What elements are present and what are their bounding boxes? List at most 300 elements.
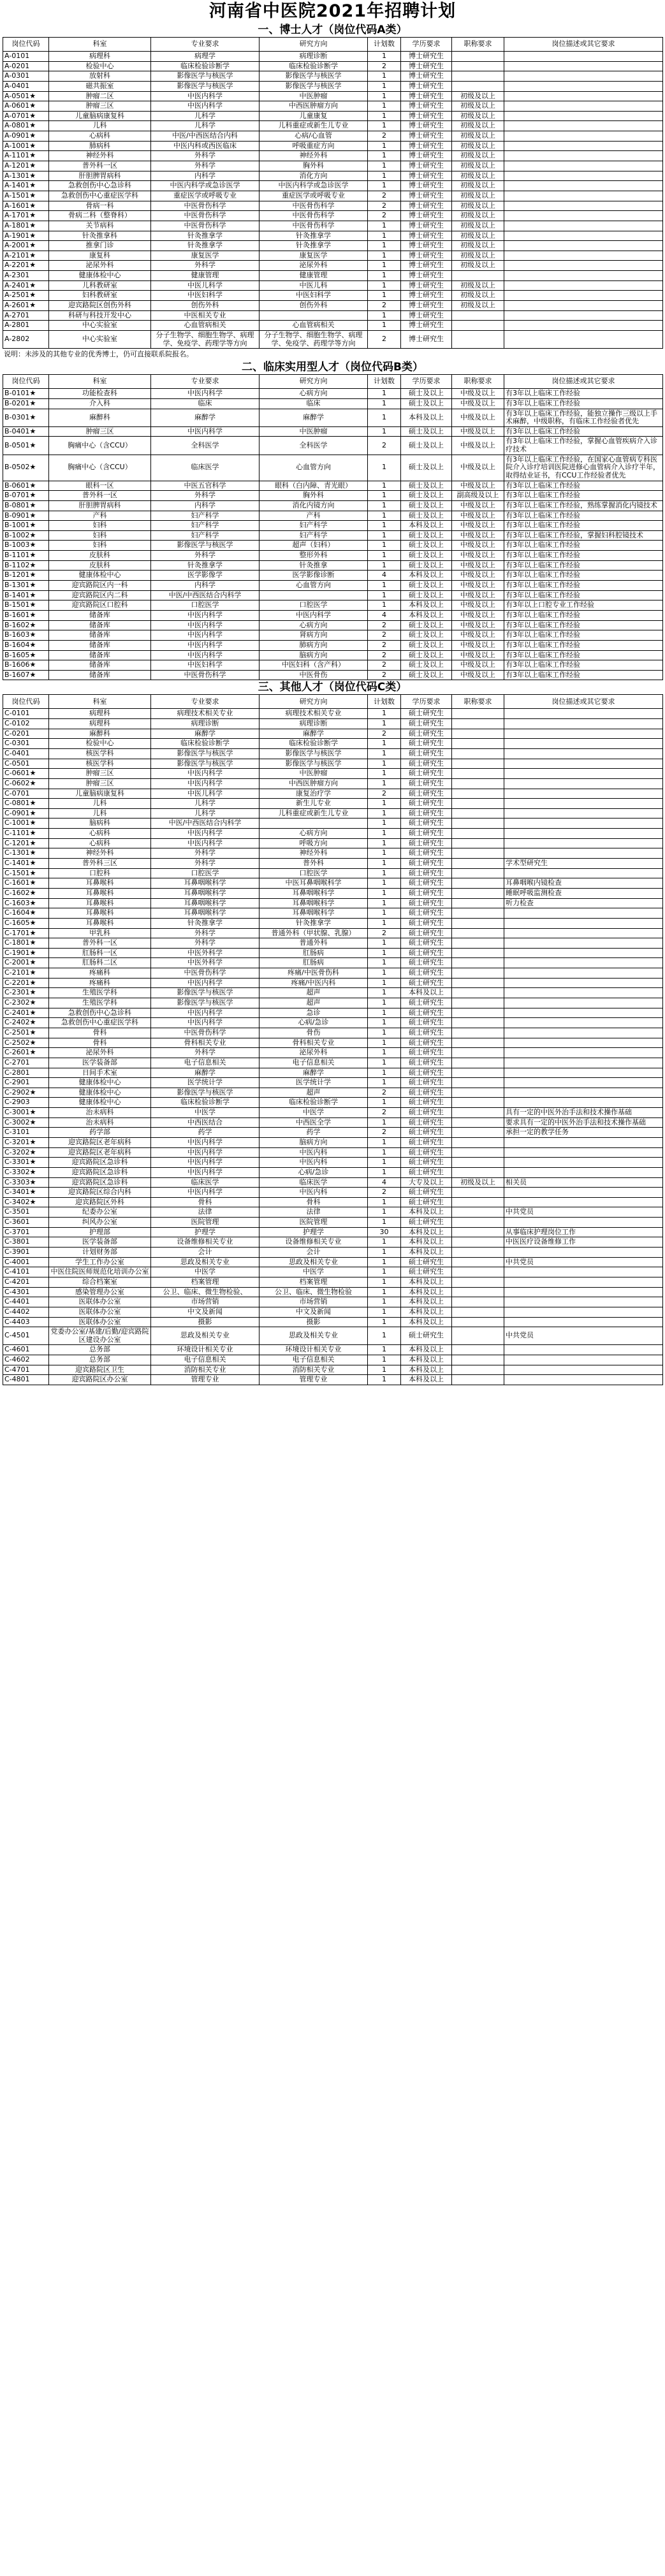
table-cell: C-4602: [3, 1355, 49, 1365]
table-cell: 眼科（白内障、青光眼）: [259, 481, 368, 491]
table-cell: A-2601★: [3, 301, 49, 311]
table-cell: 承担一定的教学任务: [504, 1128, 663, 1138]
table-cell: C-2201★: [3, 978, 49, 988]
table-cell: 中级及以上: [452, 500, 504, 511]
table-cell: 心病科: [49, 829, 151, 839]
table-cell: 环境设计相关专业: [151, 1345, 259, 1355]
table-cell: 康复医学: [259, 251, 368, 261]
table-row: [3, 749, 663, 759]
table-cell: 中文及新闻: [151, 1307, 259, 1317]
table-row: [3, 191, 663, 201]
table-cell: 妇产科学: [259, 521, 368, 531]
table-header-row: [3, 375, 663, 389]
table-cell: 病理诊断: [259, 719, 368, 729]
table-cell: 外科学: [151, 848, 259, 859]
table-cell: 1: [368, 848, 401, 859]
table-cell: [504, 1365, 663, 1375]
table-cell: A-2301: [3, 271, 49, 281]
table-cell: 脑病方向: [259, 1137, 368, 1147]
table-cell: 本科及以上: [401, 600, 452, 611]
table-cell: B-0301★: [3, 409, 49, 426]
table-cell: 有3年以上临床工作经验，能独立操作三级以上手术麻醉，中级职称，有临床工作经验者优先: [504, 409, 663, 426]
table-cell: [452, 918, 504, 928]
table-cell: 中医学: [259, 1108, 368, 1118]
table-cell: [452, 739, 504, 749]
table-cell: [504, 769, 663, 779]
table-cell: [504, 799, 663, 809]
table-cell: 30: [368, 1227, 401, 1237]
table-cell: A-1001★: [3, 141, 49, 151]
table-cell: 中文及新闻: [259, 1307, 368, 1317]
column-header: 科室: [49, 38, 151, 52]
table-cell: 1: [368, 739, 401, 749]
table-cell: 健康管理: [259, 271, 368, 281]
table-row: [3, 151, 663, 161]
table-cell: 硕士及以上: [401, 640, 452, 650]
table-cell: 肝胆脾胃病科: [49, 171, 151, 181]
table-cell: 护理学: [151, 1227, 259, 1237]
table-row: [3, 829, 663, 839]
table-cell: [504, 1218, 663, 1228]
table-cell: 迎宾路院区内一科: [49, 581, 151, 591]
table-cell: 心病方向: [259, 389, 368, 399]
table-row: [3, 590, 663, 600]
table-cell: 初级及以上: [452, 101, 504, 112]
table-cell: [452, 998, 504, 1008]
table-cell: 1: [368, 321, 401, 331]
table-cell: 1: [368, 491, 401, 501]
table-cell: 中医骨伤科学: [259, 221, 368, 231]
table-cell: [504, 719, 663, 729]
table-cell: 口腔医学: [151, 600, 259, 611]
table-cell: 1: [368, 859, 401, 869]
table-cell: 普通外科（甲状腺、乳腺）: [259, 928, 368, 938]
table-cell: A-0401: [3, 81, 49, 91]
table-cell: [504, 789, 663, 799]
table-cell: [452, 819, 504, 829]
table-cell: 护理部: [49, 1227, 151, 1237]
table-cell: 妇科: [49, 521, 151, 531]
column-header: 职称要求: [452, 695, 504, 709]
table-row: [3, 541, 663, 551]
table-cell: 计划财务部: [49, 1248, 151, 1258]
table-cell: 初级及以上: [452, 161, 504, 171]
table-cell: [504, 1287, 663, 1297]
table-cell: C-3401★: [3, 1188, 49, 1198]
table-cell: 儿科: [49, 121, 151, 131]
table-row: [3, 1227, 663, 1237]
table-cell: C-2401★: [3, 1008, 49, 1018]
table-cell: [504, 1167, 663, 1177]
table-cell: 内科学: [151, 171, 259, 181]
table-cell: 药学部: [49, 1128, 151, 1138]
table-cell: 市场营销: [151, 1297, 259, 1307]
table-cell: [452, 868, 504, 878]
table-cell: 全科医学: [259, 437, 368, 455]
table-cell: 1: [368, 1345, 401, 1355]
table-cell: 影像医学与核医学: [259, 759, 368, 769]
table-cell: 中医骨伤科学: [151, 968, 259, 979]
table-cell: B-1102★: [3, 560, 49, 571]
table-cell: B-1605★: [3, 650, 49, 660]
table-cell: 产科: [49, 511, 151, 521]
table-cell: 眼科一区: [49, 481, 151, 491]
table-cell: C-3303★: [3, 1177, 49, 1188]
table-cell: 耳鼻咽喉内镜检查: [504, 878, 663, 889]
table-cell: 2: [368, 670, 401, 680]
table-cell: 硕士及以上: [401, 530, 452, 541]
table-cell: 本科及以上: [401, 1307, 452, 1317]
table-cell: 针灸推拿学: [151, 560, 259, 571]
table-cell: 肺病方向: [259, 640, 368, 650]
table-cell: 中医住院医师规范化培训办公室: [49, 1267, 151, 1277]
table-cell: 硕士研究生: [401, 749, 452, 759]
table-cell: 初级及以上: [452, 201, 504, 211]
table-cell: 1: [368, 1375, 401, 1385]
table-cell: 初级及以上: [452, 141, 504, 151]
table-cell: 临床检验诊断学: [259, 739, 368, 749]
table-cell: 泌尿外科: [49, 261, 151, 271]
table-cell: 2: [368, 330, 401, 348]
table-cell: [504, 280, 663, 291]
table-cell: C-0501: [3, 759, 49, 769]
table-cell: 中医内科学: [259, 610, 368, 620]
table-cell: 妇产科学: [259, 530, 368, 541]
table-cell: [259, 819, 368, 829]
table-cell: 1: [368, 141, 401, 151]
table-cell: 中医内科学: [151, 650, 259, 660]
table-cell: 从事临床护理岗位工作: [504, 1227, 663, 1237]
table-row: [3, 301, 663, 311]
table-cell: 法律: [151, 1207, 259, 1218]
table-cell: C-2501★: [3, 1028, 49, 1038]
table-cell: 环境设计相关专业: [259, 1345, 368, 1355]
table-cell: A-1701★: [3, 211, 49, 221]
table-cell: 外科学: [151, 261, 259, 271]
table-cell: 急救创伤中心重症医学科: [49, 1018, 151, 1028]
table-row: [3, 409, 663, 426]
table-cell: 检验中心: [49, 739, 151, 749]
table-cell: 1: [368, 1068, 401, 1078]
table-cell: 核医学科: [49, 749, 151, 759]
table-cell: 中级及以上: [452, 511, 504, 521]
table-cell: [504, 778, 663, 789]
table-cell: C-1901★: [3, 948, 49, 958]
table-cell: 硕士研究生: [401, 1327, 452, 1345]
table-cell: 麻醉学: [151, 409, 259, 426]
table-row: [3, 291, 663, 301]
table-cell: C-2903: [3, 1098, 49, 1108]
table-cell: 初级及以上: [452, 221, 504, 231]
table-row: [3, 1317, 663, 1327]
table-cell: [452, 778, 504, 789]
table-cell: [452, 1028, 504, 1038]
table-row: [3, 739, 663, 749]
table-cell: 心病方向: [259, 829, 368, 839]
table-cell: 迎宾路院区外科: [49, 1197, 151, 1207]
table-row: [3, 799, 663, 809]
table-cell: C-0701: [3, 789, 49, 799]
table-cell: A-2401★: [3, 280, 49, 291]
table-cell: 博士研究生: [401, 310, 452, 321]
table-row: [3, 1177, 663, 1188]
table-cell: 中医医疗设备维修工作: [504, 1237, 663, 1248]
table-cell: 本科及以上: [401, 1317, 452, 1327]
table-cell: [452, 719, 504, 729]
table-cell: [504, 709, 663, 719]
table-cell: [452, 1207, 504, 1218]
table-cell: 本科及以上: [401, 1248, 452, 1258]
table-row: [3, 1028, 663, 1038]
table-cell: [504, 918, 663, 928]
table-cell: 中医骨伤科学: [151, 221, 259, 231]
table-cell: [259, 310, 368, 321]
table-cell: [452, 759, 504, 769]
table-cell: 肿瘤三区: [49, 101, 151, 112]
section-title: 二、临床实用型人才（岗位代码B类）: [242, 361, 423, 374]
table-cell: 硕士研究生: [401, 1028, 452, 1038]
table-row: [3, 988, 663, 998]
table-row: [3, 918, 663, 928]
table-cell: 骨病二科（整脊科）: [49, 211, 151, 221]
table-row: [3, 52, 663, 62]
table-row: [3, 61, 663, 71]
table-cell: [504, 1088, 663, 1098]
table-cell: [452, 330, 504, 348]
table-cell: 中医肿瘤: [259, 769, 368, 779]
table-cell: C-1201★: [3, 838, 49, 848]
table-row: [3, 1327, 663, 1345]
recruitment-table: [3, 694, 663, 1385]
table-cell: [452, 1317, 504, 1327]
table-row: [3, 1188, 663, 1198]
table-row: [3, 650, 663, 660]
table-cell: 中级及以上: [452, 521, 504, 531]
table-cell: 博士研究生: [401, 321, 452, 331]
table-cell: [452, 808, 504, 819]
table-cell: 硕士研究生: [401, 1018, 452, 1028]
table-cell: 硕士研究生: [401, 799, 452, 809]
table-cell: [504, 1058, 663, 1068]
table-cell: [504, 968, 663, 979]
table-cell: 迎宾路院区综合内科: [49, 1188, 151, 1198]
table-cell: 中医内科学: [151, 610, 259, 620]
table-cell: 硕士及以上: [401, 560, 452, 571]
table-cell: 肿瘤三区: [49, 778, 151, 789]
table-cell: A-2801: [3, 321, 49, 331]
table-cell: 1: [368, 530, 401, 541]
table-cell: 感染管理办公室: [49, 1287, 151, 1297]
table-cell: [504, 749, 663, 759]
table-cell: 硕士及以上: [401, 398, 452, 409]
column-header: 职称要求: [452, 38, 504, 52]
table-cell: 消化内镜方向: [259, 500, 368, 511]
table-cell: 硕士研究生: [401, 759, 452, 769]
table-cell: 初级及以上: [452, 280, 504, 291]
table-cell: 本科及以上: [401, 1227, 452, 1237]
table-cell: 中医儿科学: [151, 280, 259, 291]
table-row: [3, 1218, 663, 1228]
table-cell: 电子信息相关: [259, 1355, 368, 1365]
column-header: 研究方向: [259, 695, 368, 709]
table-cell: 硕士及以上: [401, 620, 452, 630]
table-cell: [452, 1068, 504, 1078]
table-cell: 神经外科: [259, 848, 368, 859]
table-cell: C-2601★: [3, 1048, 49, 1058]
table-cell: [452, 1048, 504, 1058]
column-header: 岗位代码: [3, 38, 49, 52]
table-cell: 耳鼻咽喉科学: [151, 908, 259, 919]
table-cell: B-1606★: [3, 660, 49, 671]
table-cell: 2: [368, 729, 401, 739]
table-cell: 1: [368, 261, 401, 271]
table-cell: 电子信息相关: [259, 1058, 368, 1068]
table-cell: [504, 151, 663, 161]
table-cell: B-0901★: [3, 511, 49, 521]
table-cell: 临床检验诊断学: [259, 61, 368, 71]
table-cell: 有3年以上临床工作经验: [504, 620, 663, 630]
table-cell: [504, 908, 663, 919]
table-cell: 硕士研究生: [401, 928, 452, 938]
table-cell: 中医内科学: [151, 778, 259, 789]
table-cell: 中医内科: [259, 1158, 368, 1168]
table-cell: 2: [368, 650, 401, 660]
table-cell: 迎宾路院区卫生: [49, 1365, 151, 1375]
table-cell: 1: [368, 541, 401, 551]
table-cell: 急诊: [259, 1008, 368, 1018]
table-cell: 医学影像学: [151, 571, 259, 581]
table-cell: [452, 1038, 504, 1048]
table-cell: 急救创伤中心重症医学科: [49, 191, 151, 201]
table-cell: 硕士及以上: [401, 551, 452, 561]
table-cell: [452, 958, 504, 968]
table-row: [3, 1345, 663, 1355]
table-cell: 检验中心: [49, 61, 151, 71]
table-cell: 中级及以上: [452, 670, 504, 680]
table-row: [3, 888, 663, 898]
table-cell: 本科及以上: [401, 1345, 452, 1355]
table-cell: 儿科学: [151, 808, 259, 819]
table-cell: 中医内科学: [151, 426, 259, 437]
table-cell: 中医内科学: [151, 978, 259, 988]
table-cell: 心病科: [49, 131, 151, 142]
table-cell: 胸痛中心（含CCU）: [49, 437, 151, 455]
table-cell: 1: [368, 1028, 401, 1038]
table-cell: 1: [368, 719, 401, 729]
table-row: [3, 330, 663, 348]
table-row: [3, 251, 663, 261]
table-cell: 中医内科学: [151, 829, 259, 839]
table-cell: 综合档案室: [49, 1277, 151, 1287]
table-cell: 分子生物学、细胞生物学、病理学、免疫学、药理学等方向: [259, 330, 368, 348]
table-cell: [504, 1158, 663, 1168]
table-cell: 4: [368, 1177, 401, 1188]
table-cell: 新生儿专业: [259, 799, 368, 809]
table-cell: [504, 829, 663, 839]
table-cell: [504, 1355, 663, 1365]
table-row: [3, 948, 663, 958]
table-row: [3, 321, 663, 331]
table-cell: [504, 321, 663, 331]
table-cell: 外科学: [151, 161, 259, 171]
table-cell: 2: [368, 201, 401, 211]
table-cell: 法律: [259, 1207, 368, 1218]
table-cell: 迎宾路院区创伤外科: [49, 301, 151, 311]
table-cell: 妇产科学: [151, 521, 259, 531]
table-cell: C-2901: [3, 1078, 49, 1088]
table-cell: 内科学: [151, 581, 259, 591]
table-cell: 2: [368, 437, 401, 455]
table-cell: 1: [368, 521, 401, 531]
table-cell: [452, 1098, 504, 1108]
table-cell: 病理学: [151, 52, 259, 62]
table-cell: [504, 221, 663, 231]
table-row: [3, 71, 663, 82]
table-cell: 中医/中西医结合内科学: [151, 590, 259, 600]
table-cell: 硕士研究生: [401, 968, 452, 979]
table-row: [3, 201, 663, 211]
table-cell: 思政及相关专业: [151, 1257, 259, 1267]
table-cell: B-1201★: [3, 571, 49, 581]
table-cell: 中医骨伤科学: [151, 201, 259, 211]
table-cell: [504, 1297, 663, 1307]
table-cell: C-3701: [3, 1227, 49, 1237]
table-cell: 总务部: [49, 1345, 151, 1355]
table-cell: 电子信息相关: [151, 1058, 259, 1068]
table-cell: 1: [368, 511, 401, 521]
table-cell: 医学装备部: [49, 1237, 151, 1248]
table-cell: 心病方向: [259, 620, 368, 630]
table-cell: 1: [368, 161, 401, 171]
column-header: 学历要求: [401, 695, 452, 709]
table-cell: C-0801★: [3, 799, 49, 809]
table-row: [3, 280, 663, 291]
table-cell: [504, 310, 663, 321]
table-cell: 储备库: [49, 630, 151, 641]
table-cell: 中医骨伤: [259, 670, 368, 680]
table-cell: 1: [368, 1277, 401, 1287]
table-row: [3, 1167, 663, 1177]
table-cell: 1: [368, 1365, 401, 1375]
table-cell: 胸外科: [259, 161, 368, 171]
table-cell: 本科及以上: [401, 1207, 452, 1218]
table-row: [3, 1048, 663, 1058]
table-cell: [504, 261, 663, 271]
table-cell: 初级及以上: [452, 211, 504, 221]
table-cell: 功能检查科: [49, 389, 151, 399]
table-cell: 硕士研究生: [401, 1147, 452, 1158]
table-cell: C-1701★: [3, 928, 49, 938]
table-cell: 心血管方向: [259, 581, 368, 591]
table-cell: 有3年以上临床工作经验: [504, 571, 663, 581]
table-cell: 妇产科学: [151, 530, 259, 541]
table-cell: 1: [368, 271, 401, 281]
table-cell: 1: [368, 1257, 401, 1267]
table-row: [3, 1307, 663, 1317]
table-cell: 口腔医学: [259, 600, 368, 611]
table-cell: [259, 590, 368, 600]
table-cell: [452, 799, 504, 809]
table-cell: 硕士研究生: [401, 1098, 452, 1108]
table-cell: 妇产科学: [151, 511, 259, 521]
table-cell: A-0501★: [3, 91, 49, 101]
table-row: [3, 670, 663, 680]
table-cell: 硕士研究生: [401, 1088, 452, 1098]
table-cell: 中医内科学: [151, 1137, 259, 1147]
table-cell: [452, 1058, 504, 1068]
table-cell: 1: [368, 948, 401, 958]
table-cell: 有3年以上临床工作经验: [504, 551, 663, 561]
